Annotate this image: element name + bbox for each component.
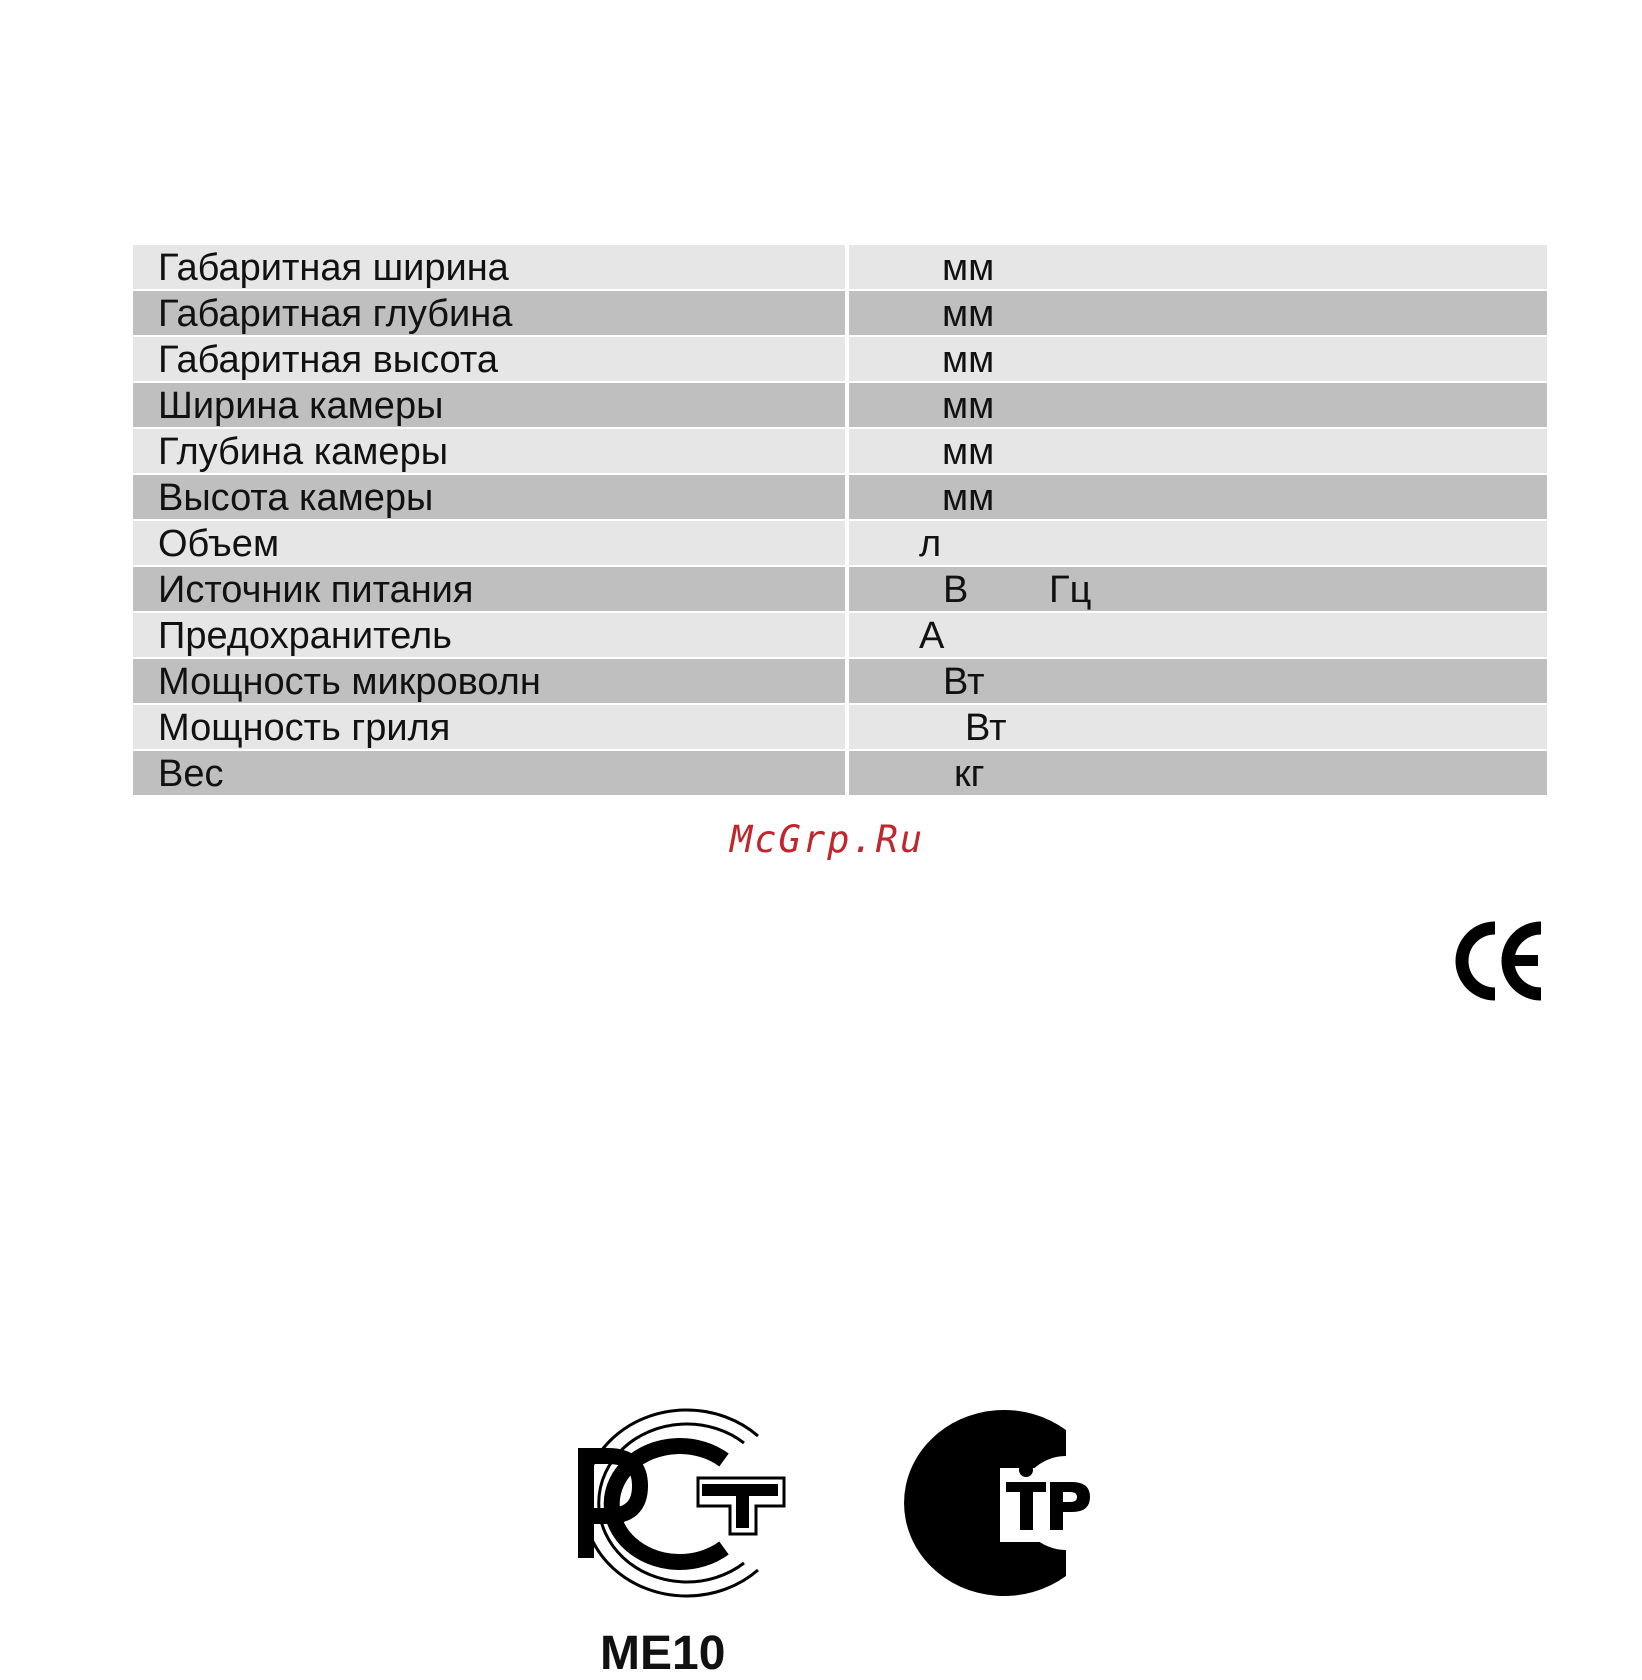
spec-label: Вес — [158, 753, 224, 795]
spec-row-overall-depth — [133, 291, 1547, 337]
spec-unit: Вт — [943, 661, 985, 703]
spec-label-cell — [133, 705, 845, 749]
spec-row-fuse — [133, 613, 1547, 659]
spec-unit: л — [919, 523, 942, 565]
spec-label-cell — [133, 245, 845, 289]
spec-row-overall-width — [133, 245, 1547, 291]
spec-row-microwave-power — [133, 659, 1547, 705]
spec-unit: мм — [942, 385, 995, 427]
spec-label: Источник питания — [158, 569, 474, 611]
spec-value-cell — [849, 245, 1547, 289]
spec-label: Мощность гриля — [158, 707, 451, 749]
ce-mark-icon — [1455, 918, 1545, 1004]
spec-unit: мм — [942, 293, 995, 335]
spec-value-cell — [849, 383, 1547, 427]
spec-value-cell — [849, 429, 1547, 473]
model-code: ME10 — [600, 1627, 726, 1680]
spec-label-cell — [133, 751, 845, 795]
spec-unit: мм — [942, 339, 995, 381]
spec-label-cell — [133, 659, 845, 703]
spec-value-cell — [849, 659, 1547, 703]
spec-label: Габаритная ширина — [158, 247, 509, 289]
spec-label: Высота камеры — [158, 477, 434, 519]
spec-value-cell — [849, 475, 1547, 519]
spec-label-cell — [133, 383, 845, 427]
spec-value-cell — [849, 751, 1547, 795]
spec-label: Габаритная высота — [158, 339, 498, 381]
spec-unit: кг — [954, 753, 985, 795]
spec-table — [133, 245, 1547, 797]
spec-row-weight — [133, 751, 1547, 797]
spec-label-cell — [133, 475, 845, 519]
spec-label-cell — [133, 567, 845, 611]
spec-value-cell — [849, 613, 1547, 657]
spec-label-cell — [133, 291, 845, 335]
spec-value-cell — [849, 521, 1547, 565]
spec-label: Мощность микроволн — [158, 661, 541, 703]
spec-unit: А — [919, 615, 945, 657]
pct-mark-icon — [548, 1408, 793, 1598]
spec-unit: В — [943, 569, 969, 611]
spec-label-cell — [133, 521, 845, 565]
spec-unit: мм — [942, 247, 995, 289]
spec-row-cavity-width — [133, 383, 1547, 429]
spec-label: Объем — [158, 523, 280, 565]
spec-unit-frequency: Гц — [1049, 569, 1092, 611]
spec-label-cell — [133, 613, 845, 657]
spec-row-cavity-height — [133, 475, 1547, 521]
spec-unit: мм — [942, 431, 995, 473]
spec-label-cell — [133, 337, 845, 381]
spec-unit: Вт — [965, 707, 1007, 749]
spec-row-grill-power — [133, 705, 1547, 751]
spec-row-power-supply — [133, 567, 1547, 613]
spec-unit: мм — [942, 477, 995, 519]
spec-label: Глубина камеры — [158, 431, 449, 473]
spec-row-overall-height — [133, 337, 1547, 383]
watermark-text: McGrp.Ru — [730, 818, 925, 861]
spec-value-cell — [849, 705, 1547, 749]
ctr-mark-icon — [858, 1408, 1098, 1598]
spec-value-cell — [849, 567, 1547, 611]
spec-value-cell — [849, 291, 1547, 335]
spec-label: Габаритная глубина — [158, 293, 513, 335]
spec-row-volume — [133, 521, 1547, 567]
spec-value-cell — [849, 337, 1547, 381]
spec-row-cavity-depth — [133, 429, 1547, 475]
spec-label: Ширина камеры — [158, 385, 444, 427]
spec-label: Предохранитель — [158, 615, 452, 657]
spec-label-cell — [133, 429, 845, 473]
